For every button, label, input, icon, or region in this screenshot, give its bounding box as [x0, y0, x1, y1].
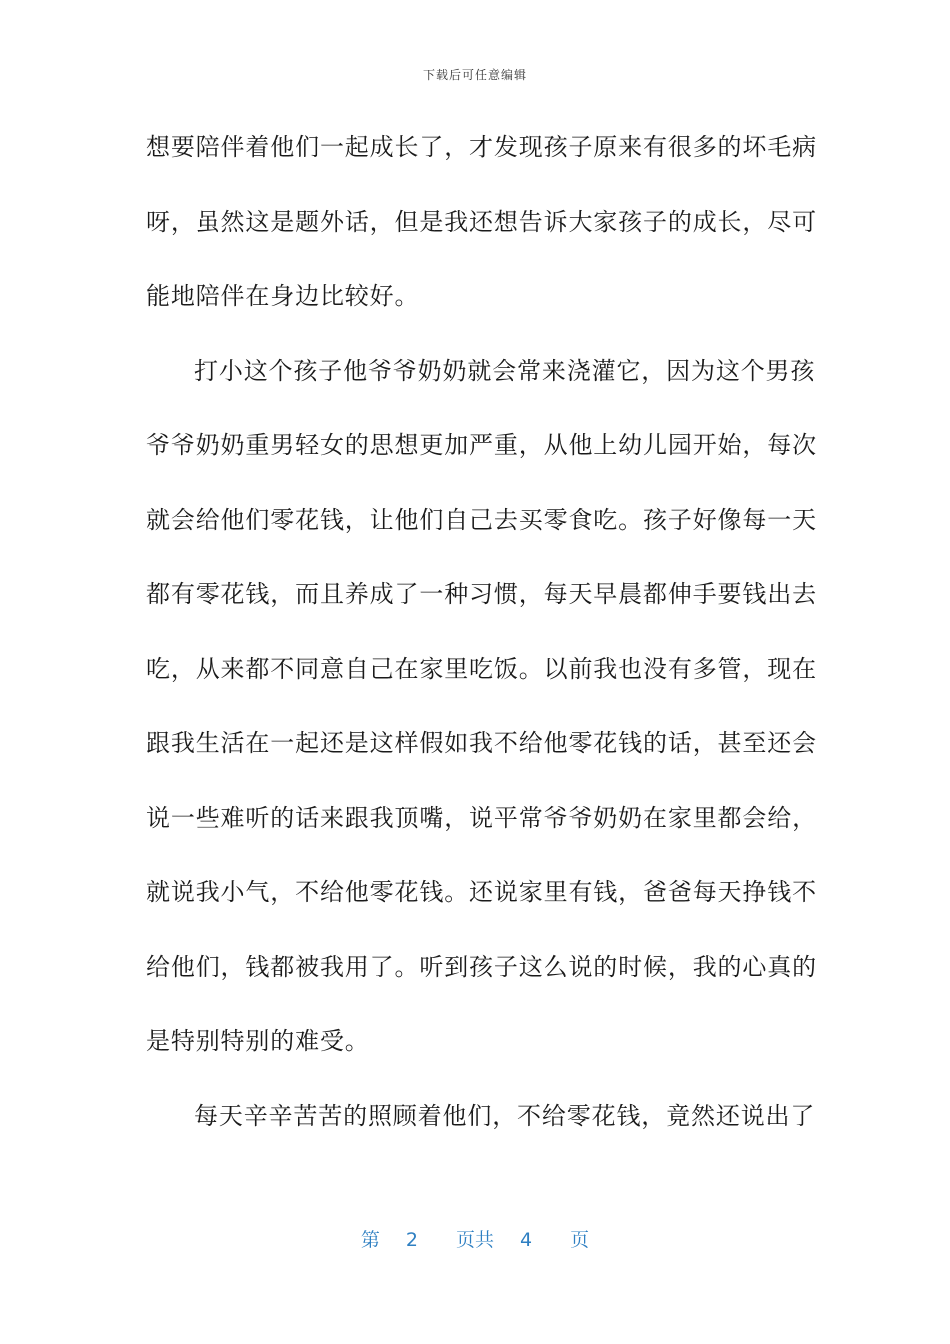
page-label-prefix: 第	[360, 1229, 380, 1251]
text-line: 都有零花钱，而且养成了一种习惯，每天早晨都伸手要钱出去	[146, 580, 817, 608]
total-pages-number: 4	[520, 1229, 533, 1251]
text-line: 就说我小气，不给他零花钱。还说家里有钱，爸爸每天挣钱不	[146, 878, 817, 906]
text-line: 就会给他们零花钱，让他们自己去买零食吃。孩子好像每一天	[146, 505, 817, 534]
paragraph-start-line: 每天辛辛苦苦的照顾着他们，不给零花钱，竟然还说出了	[194, 1101, 816, 1130]
text-line: 爷爷奶奶重男轻女的思想更加严重，从他上幼儿园开始，每次	[146, 431, 817, 459]
text-line: 是特别特别的难受。	[146, 1027, 370, 1055]
text-line: 跟我生活在一起还是这样假如我不给他零花钱的话，甚至还会	[146, 729, 817, 757]
text-line: 呀，虽然这是题外话，但是我还想告诉大家孩子的成长，尽可	[146, 207, 817, 236]
document-body	[146, 122, 817, 1165]
page-label-suffix: 页	[570, 1229, 590, 1251]
paragraph-start-line: 打小这个孩子他爷爷奶奶就会常来浇灌它，因为这个男孩	[194, 356, 816, 385]
document-header-note: 下载后可任意编辑	[422, 68, 527, 82]
page-number-footer	[0, 1225, 950, 1252]
text-line: 吃，从来都不同意自己在家里吃饭。以前我也没有多管，现在	[146, 654, 817, 683]
text-line: 说一些难听的话来跟我顶嘴，说平常爷爷奶奶在家里都会给，	[146, 803, 817, 832]
text-line: 想要陪伴着他们一起成长了，才发现孩子原来有很多的坏毛病	[146, 133, 817, 161]
current-page-number: 2	[405, 1229, 418, 1251]
text-line: 给他们，钱都被我用了。听到孩子这么说的时候，我的心真的	[146, 952, 817, 981]
page-label-mid: 页共	[455, 1229, 494, 1251]
text-line: 能地陪伴在身边比较好。	[146, 282, 420, 310]
